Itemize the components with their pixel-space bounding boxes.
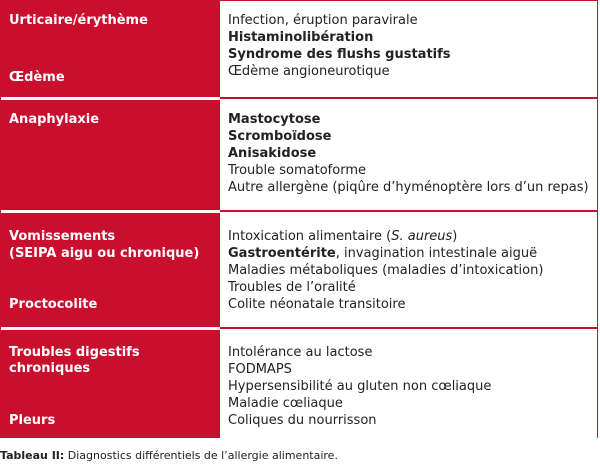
diagnosis-italic-text: S. aureus	[391, 229, 453, 244]
row-category-cell	[1, 330, 220, 438]
diagnosis-item: Trouble somatoforme	[228, 163, 366, 178]
category-label: Proctocolite	[9, 297, 98, 312]
caption-label: Tableau II:	[0, 449, 65, 462]
table-row	[1, 330, 597, 438]
diagnosis-item: Maladies métaboliques (maladies d’intoxication)	[228, 263, 544, 278]
category-label: Pleurs	[9, 413, 56, 428]
diagnosis-item: Infection, éruption paravirale	[228, 13, 418, 28]
diagnosis-item: Mastocytose	[228, 112, 321, 127]
diagnosis-text: , invagination intestinale aiguë	[335, 246, 538, 261]
diagnosis-item: Scromboïdose	[228, 129, 332, 144]
category-label: Troubles digestifs chroniques	[9, 345, 140, 376]
diagnosis-item: Troubles de l’oralité	[228, 280, 356, 295]
category-label: (SEIPA aigu ou chronique)	[9, 246, 200, 261]
row-category-cell	[1, 213, 220, 327]
diagnosis-item: Hypersensibilité au gluten non cœliaque	[228, 379, 492, 394]
diagnosis-item: Maladie cœliaque	[228, 396, 343, 411]
diagnosis-item: Histaminolibération	[228, 30, 374, 45]
row-diagnoses-cell	[220, 213, 597, 327]
diagnosis-bold-text: Gastroentérite	[228, 246, 336, 261]
category-label: Œdème	[9, 70, 65, 85]
diagnosis-text: )	[452, 229, 458, 244]
caption-text: Diagnostics différentiels de l’allergie alimentaire.	[64, 449, 338, 462]
table-caption	[0, 449, 338, 462]
table-row	[1, 1, 597, 97]
row-diagnoses-cell	[220, 100, 597, 210]
diagnosis-item	[228, 246, 537, 262]
category-label: Vomissements	[9, 229, 116, 244]
diagnosis-text: Intoxication alimentaire (	[228, 229, 392, 244]
diagnosis-item: Œdème angioneurotique	[228, 64, 390, 79]
table-row	[1, 100, 597, 210]
diagnosis-item: FODMAPS	[228, 362, 292, 377]
table-row	[1, 213, 597, 327]
row-category-cell	[1, 1, 220, 97]
diagnosis-item: Coliques du nourrisson	[228, 413, 377, 428]
diagnosis-item: Autre allergène (piqûre d’hyménoptère lors d’un repas)	[228, 180, 589, 195]
diagnosis-item	[228, 229, 457, 245]
category-label: Anaphylaxie	[9, 112, 100, 127]
diagnosis-item: Colite néonatale transitoire	[228, 297, 406, 312]
category-label: Urticaire/érythème	[9, 13, 148, 28]
row-diagnoses-cell	[220, 330, 597, 438]
diagnosis-item: Syndrome des flushs gustatifs	[228, 47, 451, 62]
diagnosis-item: Intolérance au lactose	[228, 345, 373, 360]
row-diagnoses-cell	[220, 1, 597, 97]
row-category-cell	[1, 100, 220, 210]
diagnosis-item: Anisakidose	[228, 146, 317, 161]
